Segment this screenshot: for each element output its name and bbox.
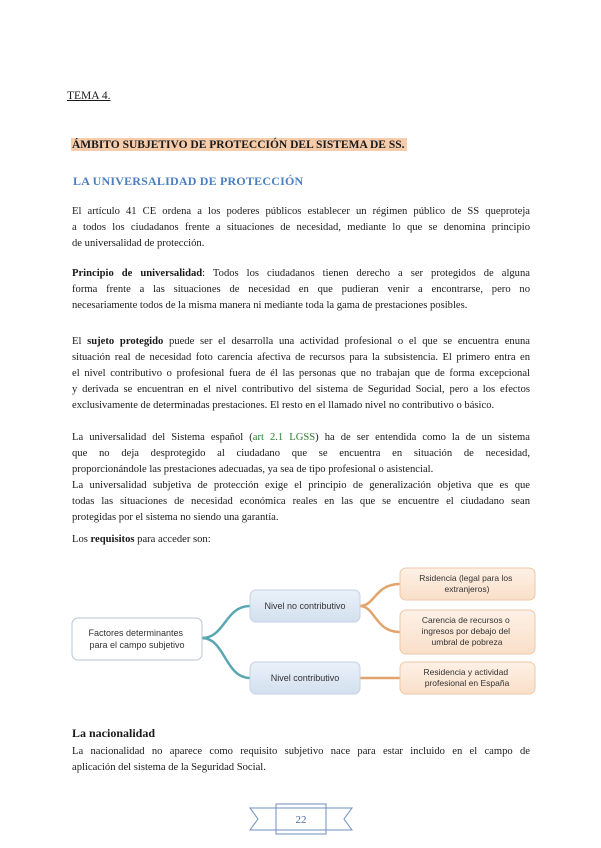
- leaf-text-carencia: Carencia de recursos o ingresos por debajo del umbral de pobreza: [421, 615, 510, 647]
- text-line: El artículo 41 CE ordena a los poderes públicos establecer un régimen público de SS queproteja: [72, 206, 530, 217]
- text-line: situación real de necesidad foto carencia afectiva de recursos para la subsistencia. El primero entra en: [72, 352, 530, 363]
- text-line: de universalidad de protección.: [72, 238, 205, 249]
- root-text: Factores determinantes para el campo subjetivo: [88, 628, 185, 650]
- text-run: Los: [72, 534, 91, 545]
- text-line: todas las situaciones de necesidad económica reales en las que se encuentre el ciudadano sean: [72, 496, 530, 507]
- text-line: protegidas por el sistema no siendo una garantía.: [72, 512, 279, 523]
- section-subtitle: LA UNIVERSALIDAD DE PROTECCIÓN: [73, 174, 304, 188]
- leaf-text-residencia: Rsidencia (legal para los extranjeros): [419, 573, 513, 594]
- text-line: La universalidad subjetiva de protección exige el principio de generalización objetiva que es que: [72, 480, 530, 491]
- text-run: El: [72, 336, 88, 347]
- bold-term: Principio de universalidad: [72, 268, 203, 279]
- text-line: La nacionalidad no aparece como requisito subjetivo nace para estar incluido en el campo de: [72, 746, 530, 757]
- requisitos-diagram: [70, 560, 540, 710]
- text-run: ) ha de ser entendida como la de un sistema: [315, 432, 530, 443]
- connector-root-level2: [202, 638, 250, 678]
- nacionalidad-heading: La nacionalidad: [72, 726, 156, 740]
- paragraph-requisitos: [72, 532, 530, 548]
- connector-level1-leaf2: [360, 606, 400, 632]
- leaf-text-residencia-actividad: Residencia y actividad profesional en España: [423, 667, 510, 688]
- text-line: [72, 430, 530, 446]
- text-line: proporcionándole las prestaciones adecuadas, ya sea de tipo profesional o asistencial.: [72, 464, 434, 475]
- bold-term: sujeto protegido: [87, 336, 164, 347]
- paragraph-sujeto: [72, 334, 530, 414]
- lgss-link[interactable]: art 2.1 LGSS: [252, 432, 316, 443]
- text-line: necesariamente todos de la misma manera ni mediante toda la gama de prestaciones posibles.: [72, 300, 468, 311]
- root-box: [72, 618, 202, 660]
- paragraph-nacionalidad: [72, 744, 530, 776]
- text-line: [72, 334, 530, 350]
- paragraph-universalidad: [72, 430, 530, 526]
- paragraph-art41: [72, 204, 530, 252]
- text-run: : Todos los ciudadanos tienen derecho a ser protegidos de alguna: [202, 268, 530, 279]
- bold-term: requisitos: [90, 534, 135, 545]
- text-run: puede ser el desarrolla una actividad profesional o el que se encuentra enuna: [163, 336, 530, 347]
- connector-root-level1: [202, 606, 250, 638]
- page-number: 22: [295, 814, 307, 826]
- tema-heading: TEMA 4.: [67, 90, 111, 102]
- connector-level1-leaf1: [360, 584, 400, 606]
- text-run: para acceder son:: [134, 534, 211, 545]
- level-text-no-contributivo: Nivel no contributivo: [264, 601, 346, 611]
- text-line: el nivel contributivo o profesional fuera de él las personas que no trabajan que de forma excepcional: [72, 368, 530, 379]
- text-line: a todos los ciudadanos frente a situaciones de necesidad, mediante lo que se denomina principio: [72, 222, 530, 233]
- page-number-banner: [246, 802, 356, 836]
- text-run: La universalidad del Sistema español (: [72, 432, 253, 443]
- paragraph-principio: [72, 266, 530, 314]
- text-line: que no deja desprotegido al ciudadano que se encuentra en situación de necesidad,: [72, 448, 530, 459]
- text-line: [72, 266, 530, 282]
- level-text-contributivo: Nivel contributivo: [270, 673, 340, 683]
- section-title: ÁMBITO SUBJETIVO DE PROTECCIÓN DEL SISTEMA DE SS.: [72, 139, 405, 151]
- text-line: y derivada se encuentran en el nivel contributivo del sistema de Seguridad Social, pero a los efectos: [72, 384, 530, 395]
- text-line: aplicación del sistema de la Seguridad Social.: [72, 762, 266, 773]
- text-line: exclusivamente de determinadas prestaciones. El resto en el llamado nivel no contributivo o básico.: [72, 400, 495, 411]
- text-line: forma frente a las situaciones de necesidad en que pudieran venir a encontrarse, pero no: [72, 284, 530, 295]
